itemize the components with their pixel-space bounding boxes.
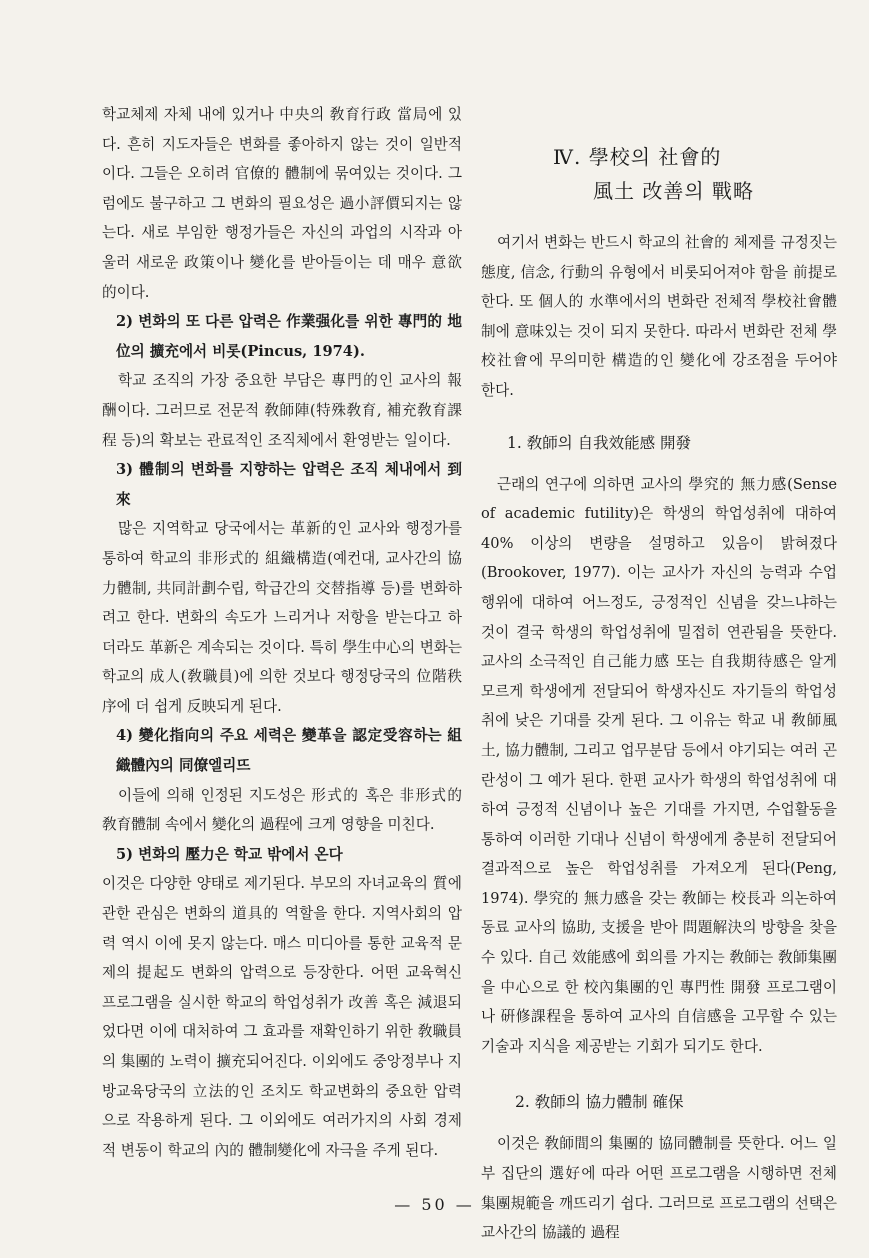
- left-subheading-5: 5) 변화의 壓力은 학교 밖에서 온다: [116, 845, 343, 863]
- right-paragraph-2: 이것은 敎師間의 集團的 協同體制를 뜻한다. 어느 일부 집단의 選好에 따라 어떤 프로그램을 시행하면 전체 集團規範을 깨뜨리기 쉽다. 그러므로 프로그램의 선택은 교사간의 協議的 過程: [481, 1135, 837, 1242]
- left-paragraph-4: 이들에 의해 인정된 지도성은 形式的 혹은 非形式的 敎育體制 속에서 變化의 過程에 크게 영향을 미친다.: [102, 786, 462, 834]
- section-title: [481, 140, 837, 208]
- left-subheading-4: 4) 變化指向의 주요 세력은 變革을 認定受容하는 組織體內의 同僚엘리뜨: [116, 727, 462, 775]
- page-number: — 50 —: [394, 1195, 475, 1214]
- right-heading-2: [481, 1087, 837, 1117]
- left-paragraph-3: 많은 지역학교 당국에서는 革新的인 교사와 행정가를 통하여 학교의 非形式的 組織構造(예컨대, 교사간의 協力體制, 共同計劃수립, 학급간의 交替指導 등)를 변화하려고 한다. 변화의 속도가 느리거나 저항을 받는다고 하더라도 革新은 계속되는 것이다. 특히 學生中心의 변화는 학교의 成人(敎職員)에 의한 것보다 행정당국의 位階秩序에 더 쉽게 反映되게 된다.: [102, 520, 462, 715]
- left-subheading-2: 2) 변화의 또 다른 압력은 作業强化를 위한 專門的 地位의 擴充에서 비롯(Pincus, 1974).: [116, 313, 462, 360]
- section-title-line-2: 風土 改善의 戰略: [593, 179, 755, 203]
- section-title-line-1: Ⅳ. 學校의 社會的: [553, 145, 722, 169]
- left-paragraph-2: 학교 조직의 가장 중요한 부담은 專門的인 교사의 報酬이다. 그러므로 전문적 敎師陣(特殊敎育, 補充敎育課程 등)의 확보는 관료적인 조직체에서 환영받는 일이다.: [102, 372, 462, 449]
- left-subheading-3: 3) 體制의 변화를 지향하는 압력은 조직 체내에서 到來: [116, 461, 462, 508]
- right-heading-1: [481, 428, 837, 458]
- right-paragraph-1: 근래의 연구에 의하면 교사의 學究的 無力感(Sense of academic futility)은 학생의 학업성취에 대하여 40% 이상의 변량을 설명하고 있음이 밝혀졌다(Brookover, 1977). 이는 교사가 자신의 능력과 수업행위에 대하여 어느정도, 긍정적인 신념을 갖느냐하는 것이 결국 학생의 학업성취에 밀접히 연관됨을 뜻한다. 교사의 소극적인 自己能力感 또는 自我期待感은 알게 모르게 학생에게 전달되어 학생자신도 자기들의 학업성취에 낮은 기대를 갖게 된다. 그 이유는 학교 내 敎師風土, 協力體制, 그리고 업무분담 등에서 야기되는 여러 곤란성이 그 예가 된다. 한편 교사가 학생의 학업성취에 대하여 긍정적 신념이나 높은 기대를 가지면, 수업활동을 통하여 이러한 기대나 신념이 학생에게 충분히 전달되어 결과적으로 높은 학업성취를 가져오게 된다(Peng, 1974). 學究的 無力感을 갖는 敎師는 校長과 의논하여 동료 교사의 協助, 支援을 받아 問題解決의 방향을 찾을 수 있다. 自己 效能感에 회의를 가지는 敎師는 敎師集團을 中心으로 한 校內集團的인 專門性 開發 프로그램이나 硏修課程을 통하여 교사의 自信感을 고무할 수 있는 기술과 지식을 제공받는 기회가 되기도 한다.: [481, 475, 837, 1055]
- left-column: [102, 100, 462, 1165]
- right-intro-paragraph: 여기서 변화는 반드시 학교의 社會的 체제를 규정짓는 態度, 信念, 行動의 유형에서 비롯되어져야 함을 前提로 한다. 또 個人的 水準에서의 변화란 전체적 學校社會體制에 意味있는 것이 되지 못한다. 따라서 변화란 전체 學校社會에 무의미한 構造的인 變化에 강조점을 두어야 한다.: [481, 234, 837, 399]
- left-paragraph-5: 이것은 다양한 양태로 제기된다. 부모의 자녀교육의 質에 관한 관심은 변화의 道具的 역할을 한다. 지역사회의 압력 역시 이에 못지 않는다. 매스 미디아를 통한 교육적 문제의 提起도 변화의 압력으로 등장한다. 어떤 교육혁신 프로그램을 실시한 학교의 학업성취가 改善 혹은 減退되었다면 이에 대처하여 그 효과를 재확인하기 위한 敎職員의 集團的 노력이 擴充되어진다. 이외에도 중앙정부나 지방교육당국의 立法的인 조치도 학교변화의 중요한 압력으로 작용하게 된다. 그 이외에도 여러가지의 사회 경제적 변동이 학교의 內的 體制變化에 자극을 주게 된다.: [102, 875, 462, 1159]
- right-heading-2-text: 2. 敎師의 協力體制 確保: [515, 1093, 684, 1112]
- left-paragraph-1: 학교체제 자체 내에 있거나 中央의 敎育行政 當局에 있다. 흔히 지도자들은 변화를 좋아하지 않는 것이 일반적이다. 그들은 오히려 官僚的 體制에 묶여있는 것이다. 그럼에도 불구하고 그 변화의 필요성은 過小評價되지는 않는다. 새로 부임한 행정가들은 자신의 과업의 시작과 아울러 새로운 政策이나 變化를 받아들이는 데 매우 意欲的이다.: [102, 106, 462, 301]
- right-column: [481, 100, 837, 1248]
- right-heading-1-text: 1. 敎師의 自我效能感 開發: [507, 433, 692, 452]
